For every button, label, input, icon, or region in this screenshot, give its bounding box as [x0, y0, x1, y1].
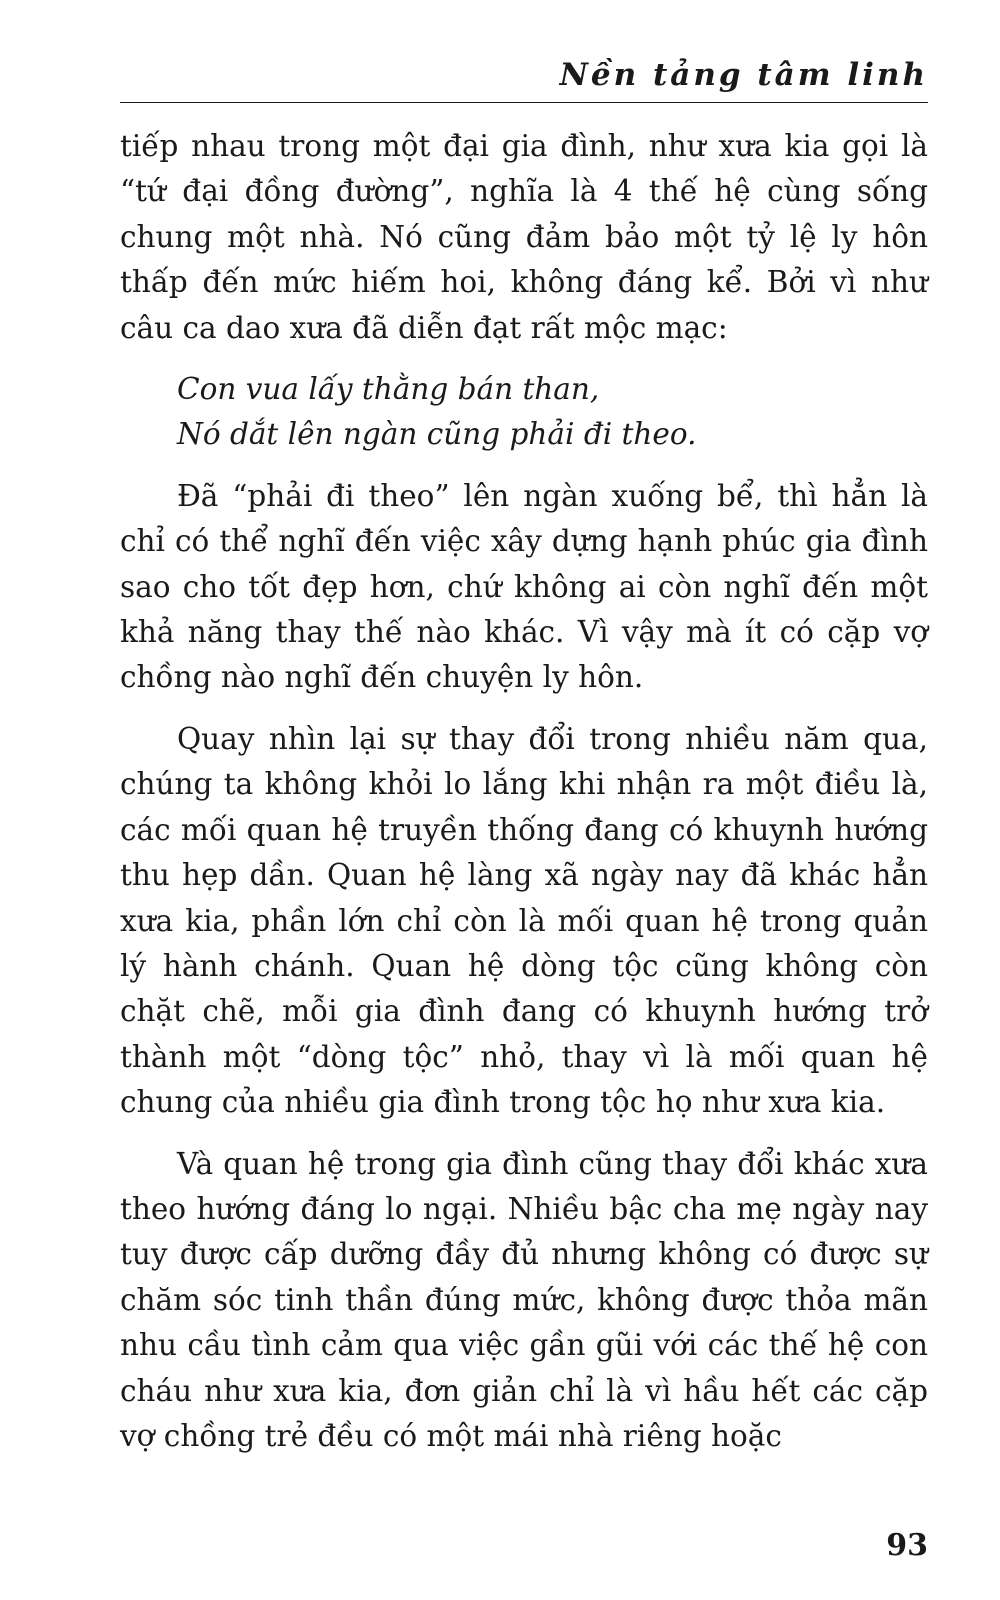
- verse-block: [177, 367, 928, 458]
- paragraph-4: Và quan hệ trong gia đình cũng thay đổi khác xưa theo hướng đáng lo ngại. Nhiều bậc cha mẹ ngày nay tuy được cấp dưỡng đầy đủ nhưng không có được sự chăm sóc tinh thần đúng mức, không được thỏa mãn nhu cầu tình cảm qua việc gần gũi với các thế hệ con cháu như xưa kia, đơn giản chỉ là vì hầu hết các cặp vợ chồng trẻ đều có một mái nhà riêng hoặc: [120, 1146, 928, 1453]
- paragraph-1: tiếp nhau trong một đại gia đình, như xưa kia gọi là “tứ đại đồng đường”, nghĩa là 4 thế hệ cùng sống chung một nhà. Nó cũng đảm bảo một tỷ lệ ly hôn thấp đến mức hiếm hoi, không đáng kể. Bởi vì như câu ca dao xưa đã diễn đạt rất mộc mạc:: [120, 129, 928, 345]
- page-body: [120, 124, 928, 1459]
- page-number: 93: [886, 1528, 928, 1563]
- running-header-title: Nền tảng tâm linh: [559, 57, 928, 93]
- running-header: [120, 52, 928, 103]
- verse-line-2: Nó dắt lên ngàn cũng phải đi theo.: [177, 417, 697, 452]
- paragraph-3: Quay nhìn lại sự thay đổi trong nhiều năm qua, chúng ta không khỏi lo lắng khi nhận ra một điều là, các mối quan hệ truyền thống đang có khuynh hướng thu hẹp dần. Quan hệ làng xã ngày nay đã khác hẳn xưa kia, phần lớn chỉ còn là mối quan hệ trong quản lý hành chánh. Quan hệ dòng tộc cũng không còn chặt chẽ, mỗi gia đình đang có khuynh hướng trở thành một “dòng tộc” nhỏ, thay vì là mối quan hệ chung của nhiều gia đình trong tộc họ như xưa kia.: [120, 721, 928, 1120]
- paragraph-2: Đã “phải đi theo” lên ngàn xuống bể, thì hẳn là chỉ có thể nghĩ đến việc xây dựng hạnh phúc gia đình sao cho tốt đẹp hơn, chứ không ai còn nghĩ đến một khả năng thay thế nào khác. Vì vậy mà ít có cặp vợ chồng nào nghĩ đến chuyện ly hôn.: [120, 478, 928, 695]
- verse-line-1: Con vua lấy thằng bán than,: [177, 372, 600, 407]
